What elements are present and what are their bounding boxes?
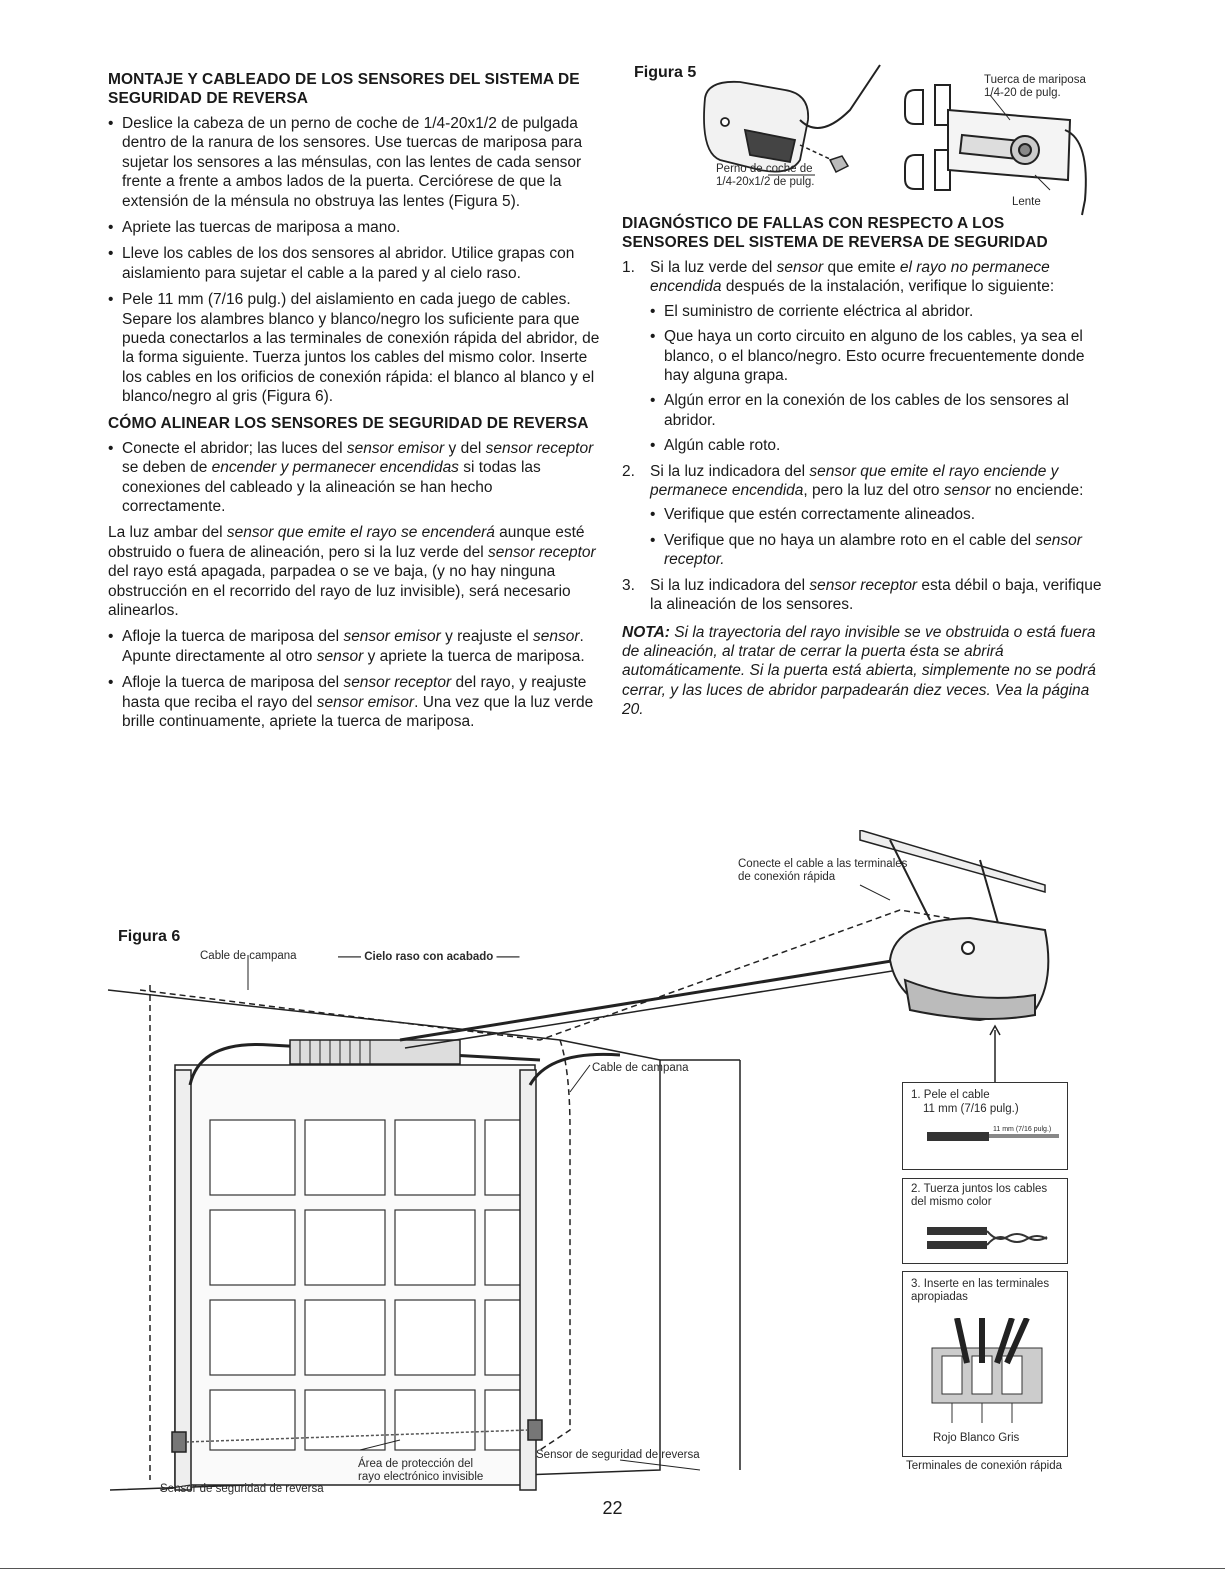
list-item: • Conecte el abridor; las luces del sensor emisor y del sensor receptor se deben de encender y permanecer encendidas si todas las conexiones del cableado y la alineación se han hecho correctamente. bbox=[108, 439, 600, 517]
list-item: • Verifique que no haya un alambre roto en el cable del sensor receptor. bbox=[650, 531, 1112, 570]
label-ceiling: —— Cielo raso con acabado —— bbox=[338, 951, 520, 963]
figure5-title: Figura 5 bbox=[634, 64, 697, 81]
heading-diagnostico: DIAGNÓSTICO DE FALLAS CON RESPECTO A LOS SENSORES DEL SISTEMA DE REVERSA DE SEGURIDAD bbox=[622, 215, 1048, 251]
list-item: • Lleve los cables de los dos sensores al abridor. Utilice grapas con aislamiento para sujetar el cable a la pared y al cielo raso. bbox=[108, 244, 600, 283]
list-item: 1. Si la luz verde del sensor que emite el rayo no permanece encendida después de la instalación, verifique lo siguiente: • El suministro de corriente eléctrica al abridor. • Que haya un corto circuito en alguno de los cables, ya sea el blanco, o el blanco/negro. Esto ocurre frecuentemente donde hay alguna grapa. • Algún error en la conexión de los cables de los sensores al abridor. • Algún cable roto. bbox=[622, 258, 1112, 456]
label-bell-wire-mid: Cable de campana bbox=[592, 1062, 689, 1074]
label-sensor-left: Sensor de seguridad de reversa bbox=[160, 1483, 324, 1495]
list-item: 3. Si la luz indicadora del sensor receptor esta débil o baja, verifique la alineación de los sensores. bbox=[622, 576, 1102, 614]
page-number: 22 bbox=[602, 1498, 623, 1518]
figure6-title: Figura 6 bbox=[118, 928, 181, 945]
list-item: • Afloje la tuerca de mariposa del sensor receptor del rayo, y reajuste hasta que reciba el rayo del sensor emisor. Una vez que la luz verde brille continuamente, apriete la tuerca de mariposa. bbox=[108, 673, 600, 731]
list-item: • Apriete las tuercas de mariposa a mano. bbox=[108, 218, 600, 237]
list-item: 2. Si la luz indicadora del sensor que emite el rayo enciende y permanece encendida, pero la luz del otro sensor no enciende: • Verifique que estén correctamente alineados. • Verifique que no haya un alambre roto en el cable del sensor receptor. bbox=[622, 462, 1112, 570]
note-paragraph: NOTA: Si la trayectoria del rayo invisible se ve obstruida o está fuera de alineación, al tratar de cerrar la puerta ésta se abrirá automáticamente. Si la puerta está abierta, simplemente no se podrá cerrar, y las luces de abridor parpadearán diez veces. Vea la página 20. bbox=[622, 623, 1096, 719]
label-protection-area: Área de protección del rayo electrónico invisible bbox=[358, 1458, 484, 1483]
list-item: • Algún cable roto. bbox=[650, 436, 1112, 455]
list-item: • Deslice la cabeza de un perno de coche de 1/4-20x1/2 de pulgada dentro de la ranura de los sensores. Use tuercas de mariposa para sujetar los sensores a las ménsulas, con las lentes de cada sensor frente a frente a ambos lados de la puerta. Cerciórese de que la extensión de la ménsula no obstruya las lentes (Figura 5). bbox=[108, 114, 600, 211]
heading-alinear: CÓMO ALINEAR LOS SENSORES DE SEGURIDAD DE REVERSA bbox=[108, 414, 589, 432]
list-item: • Pele 11 mm (7/16 pulg.) del aislamiento en cada juego de cables. Separe los alambres blanco y blanco/negro los suficiente para que pueda conectarlos a las terminales de conexión rápida del abridor, de la forma siguiente. Tuerza juntos los cables del mismo color. Inserte los cables en los orificios de conexión rápida: el blanco al blanco y el blanco/negro al gris (Figura 6). bbox=[108, 290, 600, 406]
heading-montaje: MONTAJE Y CABLEADO DE LOS SENSORES DEL SISTEMA DE SEGURIDAD DE REVERSA bbox=[108, 71, 580, 107]
list-item: • Verifique que estén correctamente alineados. bbox=[650, 505, 1112, 524]
bullets-montaje bbox=[108, 114, 600, 407]
step-box-strip: 1. Pele el cable 11 mm (7/16 pulg.) 11 mm (7/16 pulg.) bbox=[902, 1082, 1068, 1170]
left-column bbox=[108, 70, 600, 738]
bullets-ajuste bbox=[108, 627, 600, 731]
label-bell-wire-top: Cable de campana bbox=[200, 950, 297, 962]
sensor-cable bbox=[800, 65, 880, 128]
bottom-divider bbox=[0, 1568, 1225, 1569]
list-item: • Que haya un corto circuito en alguno de los cables, ya sea el blanco, o el blanco/negro. Esto ocurre frecuentemente donde hay alguna grapa. bbox=[650, 327, 1112, 385]
step-box-twist: 2. Tuerza juntos los cables del mismo color bbox=[902, 1178, 1068, 1264]
wire-icon bbox=[927, 1132, 989, 1141]
label-carriage-bolt: Perno de coche de 1/4-20x1/2 de pulg. bbox=[716, 163, 815, 188]
diagnostic-list bbox=[622, 258, 1112, 615]
right-column bbox=[622, 214, 1112, 720]
list-item: • Afloje la tuerca de mariposa del sensor emisor y reajuste el sensor. Apunte directamente al otro sensor y apriete la tuerca de mariposa. bbox=[108, 627, 600, 666]
step-box-insert: 3. Inserte en las terminales apropiadas Rojo Blanco Gris bbox=[902, 1271, 1068, 1457]
sensor-icon bbox=[704, 82, 808, 172]
bullets-alinear bbox=[108, 439, 600, 517]
list-item: • El suministro de corriente eléctrica al abridor. bbox=[650, 302, 1112, 321]
label-terminals-caption: Terminales de conexión rápida bbox=[906, 1460, 1062, 1472]
label-wing-nut: Tuerca de mariposa 1/4-20 de pulg. bbox=[984, 74, 1086, 99]
sensor-right-icon bbox=[528, 1420, 542, 1440]
label-lens: Lente bbox=[1012, 196, 1041, 208]
bracket-icon bbox=[905, 85, 1086, 215]
garage-opener-icon bbox=[890, 918, 1048, 1020]
list-item: • Algún error en la conexión de los cables de los sensores al abridor. bbox=[650, 391, 1112, 430]
twisted-wire-icon bbox=[987, 1227, 1057, 1249]
label-connect-terminals: Conecte el cable a las terminales de conexión rápida bbox=[738, 858, 908, 883]
paragraph-ambar: La luz ambar del sensor que emite el rayo se encenderá aunque esté obstruido o fuera de alineación, pero si la luz verde del sensor receptor del rayo está apagada, parpadea o se ve baja, (y no hay ninguna obstrucción en el recorrido del rayo de luz invisible), será necesario alinearlos. bbox=[108, 524, 596, 619]
terminal-block-icon bbox=[927, 1318, 1047, 1428]
label-sensor-right: Sensor de seguridad de reversa bbox=[536, 1449, 700, 1461]
wire-icon bbox=[927, 1227, 987, 1235]
sensor-left-icon bbox=[172, 1432, 186, 1452]
